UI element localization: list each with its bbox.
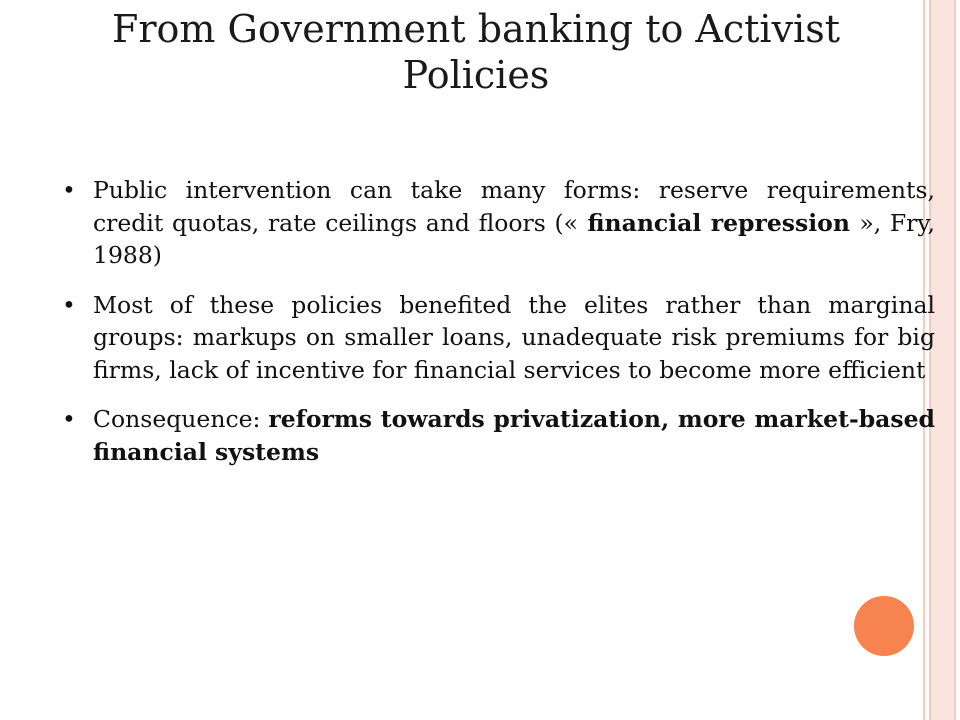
bullet-item-intervention bbox=[62, 174, 935, 272]
bullet-text: Public intervention can take many forms: reserve requirements, credit quotas, rate ceilings and floors (« bbox=[93, 176, 935, 237]
bullet-item-elites bbox=[62, 289, 935, 387]
bullet-emphasis: reforms towards privatization, more market-based financial systems bbox=[93, 405, 935, 466]
bullet-icon: • bbox=[62, 405, 76, 433]
bullet-text: Most of these policies benefited the elites rather than marginal groups: markups on smaller loans, unadequate risk premiums for big firms, lack of incentive for financial services to become more efficient bbox=[93, 290, 935, 384]
bullet-icon: • bbox=[62, 290, 76, 319]
bullet-emphasis: financial repression bbox=[578, 208, 860, 237]
decorative-circle bbox=[854, 596, 914, 656]
bullet-text: Consequence: bbox=[93, 405, 269, 433]
bullet-icon: • bbox=[62, 176, 76, 204]
bullet-item-consequence bbox=[62, 403, 935, 468]
slide-title: From Government banking to Activist Policies bbox=[112, 7, 840, 97]
bullet-text: », Fry, 1988) bbox=[93, 208, 935, 269]
bullet-list bbox=[62, 174, 935, 485]
